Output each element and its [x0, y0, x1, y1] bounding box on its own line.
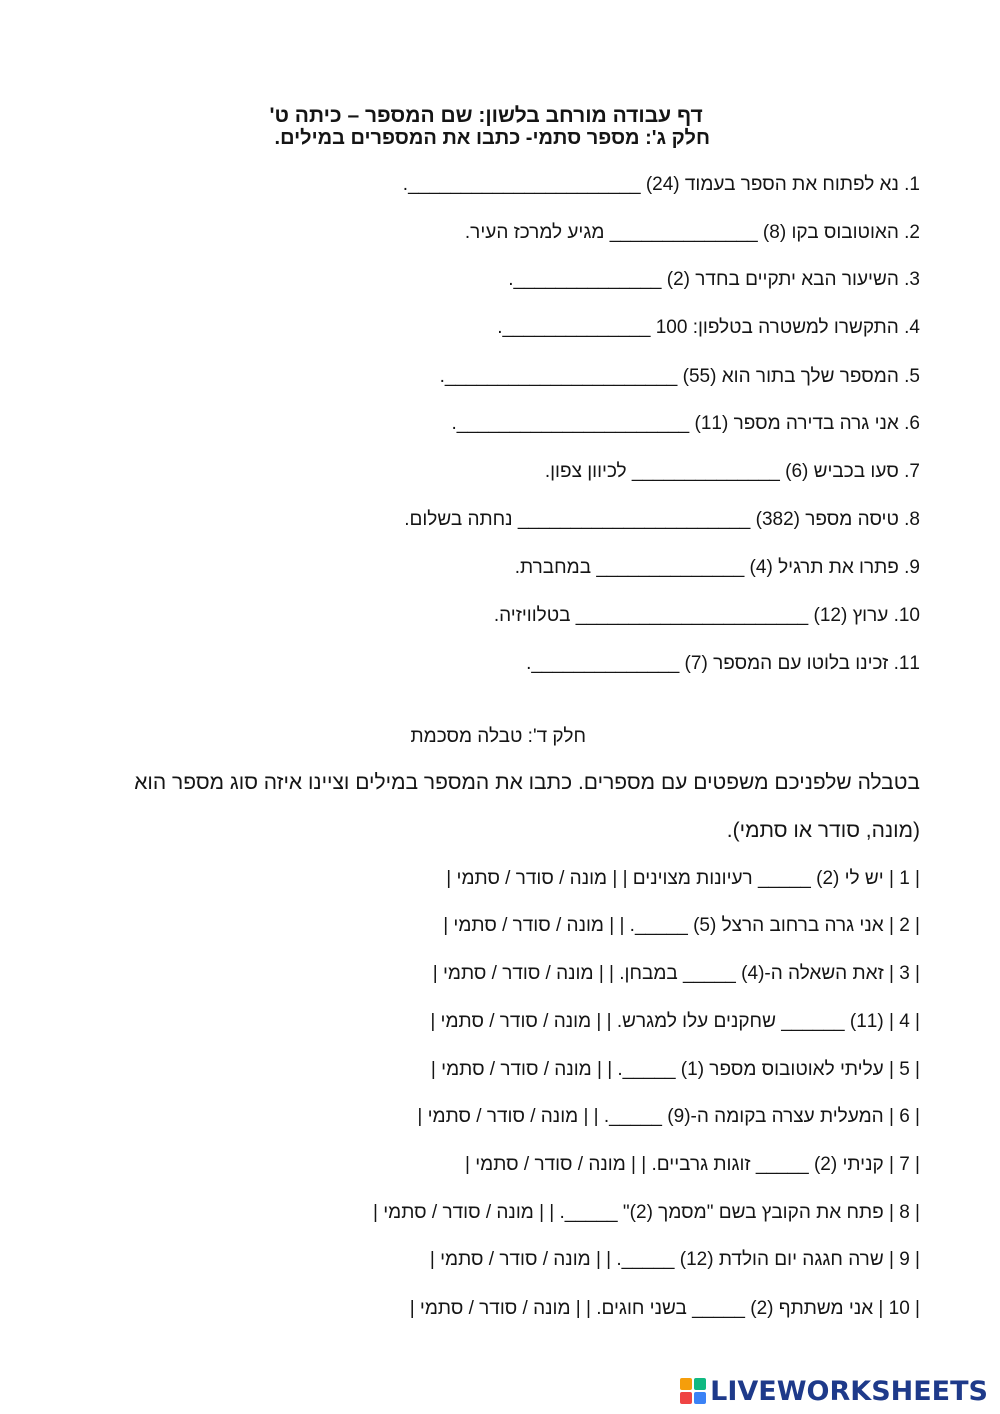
table-row: | 4 | (11) ______ שחקנים עלו למגרש. | | מונה / סודר / סתמי |: [430, 1011, 920, 1032]
table-row: | 10 | אני משתתף (2) _____ בשני חוגים. | | מונה / סודר / סתמי |: [409, 1298, 920, 1319]
list-item: 1. נא לפתוח את הספר בעמוד (24) ______________________.: [402, 174, 920, 195]
table-row: | 9 | שרה חגגה יום הולדת (12) _____. | | מונה / סודר / סתמי |: [429, 1249, 920, 1270]
list-item: 10. ערוץ (12) ______________________ בטלוויזיה.: [493, 605, 920, 626]
list-item: 4. התקשרו למשטרה בטלפון: 100 ______________.: [497, 317, 920, 338]
logo-square: [694, 1392, 706, 1404]
title-text: דף עבודה מורחב בלשון: שם המספר – כיתה ט': [269, 104, 703, 127]
list-item: 7. סעו בכביש (6) ______________ לכיוון צפון.: [544, 461, 920, 482]
logo-square: [680, 1378, 692, 1390]
table-row: | 3 | זאת השאלה ה-(4) _____ במבחן. | | מונה / סודר / סתמי |: [432, 963, 920, 984]
brand-name: LIVEWORKSHEETS: [710, 1375, 988, 1407]
liveworksheets-logo-icon: [680, 1378, 706, 1404]
liveworksheets-footer[interactable]: [680, 1374, 988, 1408]
table-row: | 6 | המעלית עצרה בקומה ה-(9) _____. | | מונה / סודר / סתמי |: [417, 1106, 920, 1127]
logo-square: [680, 1392, 692, 1404]
table-row: | 2 | אני גרה ברחוב הרצל (5) _____. | | מונה / סודר / סתמי |: [443, 915, 920, 936]
table-row: | 1 | יש לי (2) _____ רעיונות מצוינים | | מונה / סודר / סתמי |: [446, 868, 920, 889]
list-item: 5. המספר שלך בתור הוא (55) ______________________.: [439, 366, 920, 387]
list-item: 2. האוטובוס בקו (8) ______________ מגיע למרכז העיר.: [464, 222, 920, 243]
table-row: | 7 | קניתי (2) _____ זוגות גרביים. | | מונה / סודר / סתמי |: [465, 1154, 920, 1175]
worksheet-title: [0, 80, 1000, 128]
table-row: | 5 | עליתי לאוטובוס מספר (1) _____. | | מונה / סודר / סתמי |: [430, 1059, 920, 1080]
list-item: 6. אני גרה בדירה מספר (11) ______________________.: [451, 413, 920, 434]
logo-square: [694, 1378, 706, 1390]
part-c-heading: חלק ג': מספר סתמי- כתבו את המספרים במילים.: [274, 127, 710, 149]
list-item: 9. פתרו את תרגיל (4) ______________ במחברת.: [514, 557, 920, 578]
instructions-line: בטבלה שלפניכם משפטים עם מספרים. כתבו את המספר במילים וציינו איזה סוג מספר הוא: [134, 771, 920, 794]
table-row: | 8 | פתח את הקובץ בשם "מסמך (2)" _____. | | מונה / סודר / סתמי |: [373, 1202, 920, 1223]
part-d-heading: חלק ד': טבלה מסכמת: [410, 726, 586, 747]
list-item: 8. טיסה מספר (382) ______________________ נחתה בשלום.: [404, 509, 920, 530]
list-item: 3. השיעור הבא יתקיים בחדר (2) ______________.: [508, 269, 920, 290]
list-item: 11. זכינו בלוטו עם המספר (7) ______________.: [526, 653, 920, 674]
instructions-line: (מונה, סודר או סתמי).: [726, 819, 920, 842]
